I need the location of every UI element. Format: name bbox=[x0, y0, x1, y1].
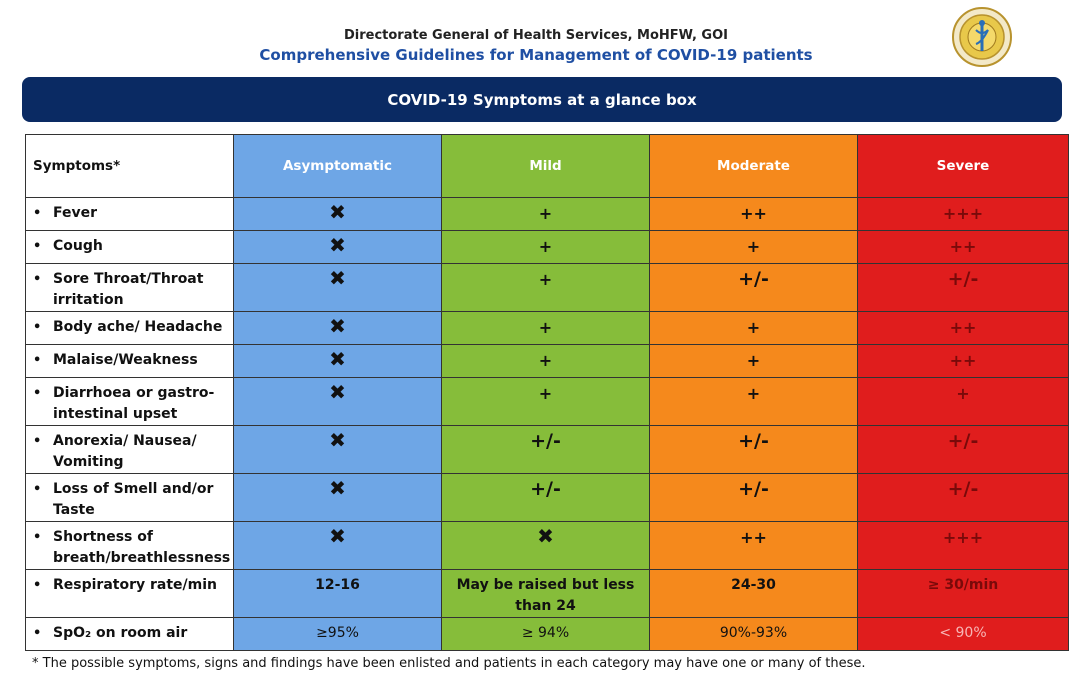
cross-icon: ✖ bbox=[329, 266, 346, 290]
symptom-label: Sore Throat/Throat irritation bbox=[53, 271, 204, 308]
column-header-severe: Severe bbox=[858, 135, 1069, 198]
symptom-label: Loss of Smell and/or Taste bbox=[53, 481, 214, 518]
asymptomatic-cell bbox=[234, 264, 442, 312]
cross-icon: ✖ bbox=[329, 428, 346, 452]
table-header-row bbox=[26, 135, 1069, 198]
moderate-value: +/- bbox=[738, 430, 769, 452]
table-row bbox=[26, 378, 1069, 426]
symptom-label: Respiratory rate/min bbox=[53, 577, 218, 593]
bullet-icon: • bbox=[33, 434, 42, 449]
cross-icon: ✖ bbox=[329, 314, 346, 338]
column-header-symptoms: Symptoms* bbox=[26, 135, 234, 198]
table-row bbox=[26, 522, 1069, 570]
document-subtitle: Comprehensive Guidelines for Management of COVID-19 patients bbox=[259, 46, 813, 64]
table-row bbox=[26, 264, 1069, 312]
cross-icon: ✖ bbox=[329, 380, 346, 404]
column-header-mild: Mild bbox=[442, 135, 650, 198]
mild-value: + bbox=[538, 351, 553, 370]
severe-value: +/- bbox=[947, 430, 979, 452]
moderate-cell bbox=[650, 231, 858, 264]
cross-icon: ✖ bbox=[329, 476, 346, 500]
title-banner bbox=[22, 77, 1062, 122]
mild-cell bbox=[442, 264, 650, 312]
severe-value: + bbox=[956, 384, 970, 403]
asymptomatic-cell bbox=[234, 345, 442, 378]
column-header-asymptomatic: Asymptomatic bbox=[234, 135, 442, 198]
symptom-label: Anorexia/ Nausea/ Vomiting bbox=[53, 433, 197, 470]
mild-cell bbox=[442, 570, 650, 618]
cross-icon: ✖ bbox=[329, 524, 346, 548]
table-row bbox=[26, 231, 1069, 264]
bullet-icon: • bbox=[33, 320, 42, 335]
mild-cell bbox=[442, 231, 650, 264]
banner-title: COVID-19 Symptoms at a glance box bbox=[387, 90, 697, 109]
symptom-label: SpO₂ on room air bbox=[53, 625, 188, 641]
bullet-icon: • bbox=[33, 578, 42, 593]
organization-title: Directorate General of Health Services, MoHFW, GOI bbox=[343, 28, 728, 43]
moderate-value: 90%-93% bbox=[719, 625, 788, 641]
symptom-cell bbox=[26, 198, 234, 231]
cross-icon: ✖ bbox=[329, 200, 346, 224]
asymptomatic-cell bbox=[234, 522, 442, 570]
symptom-cell bbox=[26, 570, 234, 618]
asymptomatic-cell bbox=[234, 378, 442, 426]
bullet-icon: • bbox=[33, 353, 42, 368]
severe-cell bbox=[858, 618, 1069, 651]
mild-value: May be raised but less than 24 bbox=[456, 577, 635, 614]
table-row bbox=[26, 570, 1069, 618]
severe-value: < 90% bbox=[939, 625, 987, 641]
severe-value: +/- bbox=[947, 478, 979, 500]
asymptomatic-value: ≥95% bbox=[316, 625, 359, 641]
asymptomatic-cell bbox=[234, 312, 442, 345]
severe-value: ++ bbox=[949, 318, 977, 337]
bullet-icon: • bbox=[33, 626, 42, 641]
severe-cell bbox=[858, 570, 1069, 618]
symptom-label: Body ache/ Headache bbox=[53, 319, 223, 335]
bullet-icon: • bbox=[33, 272, 42, 287]
mild-value: ≥ 94% bbox=[521, 625, 570, 641]
moderate-value: ++ bbox=[740, 204, 767, 223]
symptom-cell bbox=[26, 426, 234, 474]
severe-value: ++ bbox=[949, 237, 977, 256]
asymptomatic-cell bbox=[234, 474, 442, 522]
moderate-cell bbox=[650, 198, 858, 231]
symptom-cell bbox=[26, 264, 234, 312]
severe-value: +++ bbox=[942, 204, 984, 223]
severe-value: ++ bbox=[949, 351, 977, 370]
table-row bbox=[26, 345, 1069, 378]
government-seal-icon bbox=[950, 6, 1014, 68]
symptom-cell bbox=[26, 474, 234, 522]
severe-cell bbox=[858, 312, 1069, 345]
table-row bbox=[26, 198, 1069, 231]
table-row bbox=[26, 474, 1069, 522]
mild-value: + bbox=[538, 384, 553, 403]
severe-value: ≥ 30/min bbox=[927, 577, 999, 593]
asymptomatic-value: 12-16 bbox=[315, 577, 360, 593]
symptom-label: Fever bbox=[53, 205, 98, 221]
mild-cell bbox=[442, 522, 650, 570]
mild-value: +/- bbox=[530, 478, 561, 500]
mild-value: + bbox=[538, 204, 553, 223]
mild-cell bbox=[442, 474, 650, 522]
moderate-cell bbox=[650, 264, 858, 312]
mild-cell bbox=[442, 198, 650, 231]
asymptomatic-cell bbox=[234, 198, 442, 231]
moderate-value: + bbox=[746, 351, 761, 370]
severe-cell bbox=[858, 231, 1069, 264]
mild-value: +/- bbox=[530, 430, 561, 452]
mild-value: + bbox=[538, 318, 553, 337]
cross-icon: ✖ bbox=[329, 347, 346, 371]
severe-cell bbox=[858, 378, 1069, 426]
footnote: * The possible symptoms, signs and findings have been enlisted and patients in each category may have one or many of these. bbox=[32, 656, 866, 671]
severe-cell bbox=[858, 198, 1069, 231]
moderate-cell bbox=[650, 570, 858, 618]
moderate-value: + bbox=[746, 237, 761, 256]
moderate-value: +/- bbox=[738, 478, 769, 500]
symptom-cell bbox=[26, 231, 234, 264]
symptom-cell bbox=[26, 345, 234, 378]
moderate-cell bbox=[650, 345, 858, 378]
asymptomatic-cell bbox=[234, 570, 442, 618]
table-row bbox=[26, 618, 1069, 651]
moderate-value: + bbox=[746, 318, 761, 337]
asymptomatic-cell bbox=[234, 426, 442, 474]
symptom-label: Shortness of breath/breathlessness bbox=[53, 529, 231, 566]
mild-cell bbox=[442, 618, 650, 651]
moderate-cell bbox=[650, 474, 858, 522]
moderate-cell bbox=[650, 426, 858, 474]
symptom-label: Diarrhoea or gastro-intestinal upset bbox=[53, 385, 215, 422]
bullet-icon: • bbox=[33, 482, 42, 497]
moderate-cell bbox=[650, 378, 858, 426]
cross-icon: ✖ bbox=[329, 233, 346, 257]
mild-cell bbox=[442, 426, 650, 474]
moderate-cell bbox=[650, 522, 858, 570]
moderate-value: +/- bbox=[738, 268, 769, 290]
severe-cell bbox=[858, 264, 1069, 312]
symptom-label: Malaise/Weakness bbox=[53, 352, 198, 368]
bullet-icon: • bbox=[33, 530, 42, 545]
cross-icon: ✖ bbox=[537, 524, 554, 548]
moderate-cell bbox=[650, 312, 858, 345]
moderate-cell bbox=[650, 618, 858, 651]
mild-cell bbox=[442, 378, 650, 426]
asymptomatic-cell bbox=[234, 231, 442, 264]
severe-cell bbox=[858, 426, 1069, 474]
column-header-moderate: Moderate bbox=[650, 135, 858, 198]
moderate-value: 24-30 bbox=[731, 577, 776, 593]
symptom-cell bbox=[26, 522, 234, 570]
severe-value: +++ bbox=[942, 528, 984, 547]
mild-cell bbox=[442, 345, 650, 378]
symptom-label: Cough bbox=[53, 238, 103, 254]
bullet-icon: • bbox=[33, 239, 42, 254]
moderate-value: + bbox=[746, 384, 761, 403]
severe-cell bbox=[858, 474, 1069, 522]
table-row bbox=[26, 426, 1069, 474]
severe-cell bbox=[858, 522, 1069, 570]
bullet-icon: • bbox=[33, 206, 42, 221]
asymptomatic-cell bbox=[234, 618, 442, 651]
table-row bbox=[26, 312, 1069, 345]
severe-value: +/- bbox=[947, 268, 979, 290]
symptom-cell bbox=[26, 378, 234, 426]
bullet-icon: • bbox=[33, 386, 42, 401]
mild-cell bbox=[442, 312, 650, 345]
symptoms-table bbox=[25, 134, 1069, 651]
mild-value: + bbox=[538, 270, 553, 289]
severe-cell bbox=[858, 345, 1069, 378]
mild-value: + bbox=[538, 237, 553, 256]
symptom-cell bbox=[26, 312, 234, 345]
moderate-value: ++ bbox=[740, 528, 767, 547]
symptom-cell bbox=[26, 618, 234, 651]
